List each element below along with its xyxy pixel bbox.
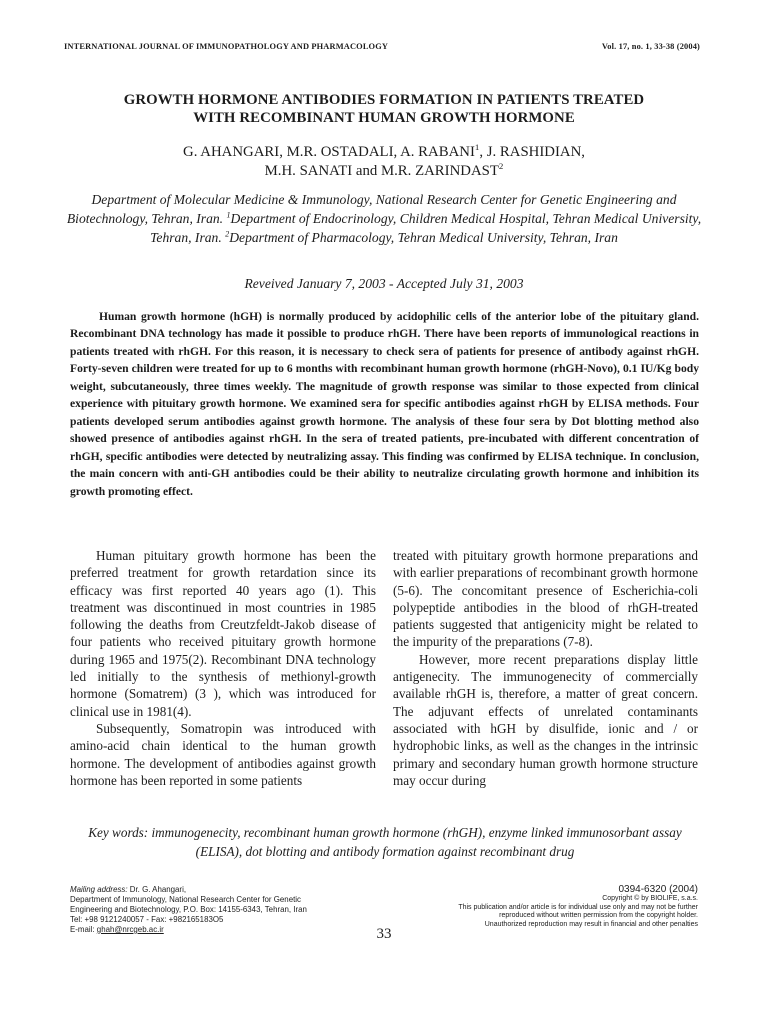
copyright-notice <box>388 884 698 929</box>
mailing-line <box>70 884 328 894</box>
issn: 0394-6320 (2004) <box>618 884 698 895</box>
body-paragraph: treated with pituitary growth hormone preparations and with earlier preparations of recombinant growth hormone (5-6). The concomitant presence of Escherichia-coli polypeptide antibodies in the blood of rhGH-treated patients suggested that antigenicity might be related to the impurity of the preparations (7-8). <box>393 548 698 650</box>
body-column-right <box>393 547 698 789</box>
body-paragraph: Human pituitary growth hormone has been the preferred treatment for growth retardation since its efficacy was first reported 40 years ago (1). This treatment was discontinued in most countries in 1985 following the deaths from Creutzfeldt-Jakob disease of four patients who received pituitary growth hormone during 1965 and 1975(2). Recombinant DNA technology led initially to the synthesis of methionyl-growth hormone (Somatrem) (3 ), which was introduced for clinical use in 1981(4). <box>70 548 376 719</box>
mailing-line: Tel: +98 9121240057 - Fax: +982165183O5 <box>70 914 224 924</box>
affiliation-text: Department of Molecular Medicine & Immunology, National Research Center for Genetic Engineering and Biotechnology, Tehran, Iran. <box>66 192 677 226</box>
mailing-line: Engineering and Biotechnology, P.O. Box: 14155-6343, Tehran, Iran <box>70 904 307 914</box>
keywords: Key words: immunogenecity, recombinant human growth hormone (rhGH), enzyme linked immunosorbant assay (ELISA), dot blotting and antibody formation against recombinant drug <box>88 825 682 859</box>
author-list <box>60 143 708 180</box>
affiliation-marker: 2 <box>498 160 504 171</box>
title-line-1: GROWTH HORMONE ANTIBODIES FORMATION IN PATIENTS TREATED <box>123 92 645 108</box>
affiliation-marker: 1 <box>474 142 480 153</box>
affiliation-marker: 2 <box>225 229 230 239</box>
mailing-line <box>70 924 328 934</box>
authors-line-1 <box>60 143 708 162</box>
abstract: Human growth hormone (hGH) is normally produced by acidophilic cells of the anterior lobe of the pituitary gland. Recombinant DNA technology has made it possible to produce rhGH. There have been reports of immunological reactions in patients treated with rhGH. For this reason, it is necessary to check sera of patients for presence of antibody against rhGH. Forty-seven children were treated for up to 6 months with recombinant human growth hormone (rhGH-Novo), 0.1 IU/Kg body weight, subcutaneously, three times weekly. The magnitude of growth response was similar to those expected from clinical experience with pituitary growth hormone. We examined sera for specific antibodies against rhGH by ELISA methods. Four patients developed serum antibodies against growth hormone. The analysis of these four sera by Dot blotting method also showed presence of antibodies against rhGH. In the sera of treated patients, pre-incubated with different concentration of rhGH, specific antibodies were detected by neutralizing assay. This finding was confirmed by ELISA technique. In conclusion, the main concern with anti-GH antibodies could be their ability to neutralize circulating growth hormone and inhibition its growth promoting effect. <box>70 310 699 498</box>
body-column-left <box>70 547 376 789</box>
authors-text: M.H. SANATI and M.R. ZARINDAST <box>264 162 499 179</box>
affiliations <box>60 190 708 247</box>
affiliation-text: Department of Pharmacology, Tehran Medical University, Tehran, Iran <box>229 230 618 245</box>
article-title <box>60 92 708 127</box>
title-line-2: WITH RECOMBINANT HUMAN GROWTH HORMONE <box>193 109 575 126</box>
authors-text: , J. RASHIDIAN, <box>479 144 585 160</box>
page-number: 33 <box>376 926 392 942</box>
mailing-label: Mailing address: <box>70 884 128 894</box>
affiliation-text: Department of Endocrinology, Children Medical Hospital, Tehran Medical University, Tehran, Iran. <box>150 211 702 245</box>
copyright-line: reproduced without written permission from the copyright holder. <box>499 912 698 920</box>
copyright-line: This publication and/or article is for individual use only and may not be further <box>458 903 698 911</box>
email-label: E-mail: <box>70 924 97 934</box>
received-dates: Reveived January 7, 2003 - Accepted July 31, 2003 <box>244 276 524 291</box>
mailing-line: Department of Immunology, National Research Center for Genetic <box>70 894 302 904</box>
body-paragraph: However, more recent preparations display little antigenecity. The immunogenecity of commercially available rhGH is, therefore, a matter of great concern. The adjuvant effects of unrelated contaminants associated with hGH by disulfide, ionic and / or hydrophobic links, as well as the changes in the intrinsic primary and secondary human growth hormone structure may occur during <box>393 651 698 788</box>
mailing-address <box>70 884 328 934</box>
copyright-line: Unauthorized reproduction may result in financial and other penalties <box>484 920 698 928</box>
body-paragraph: Subsequently, Somatropin was introduced with amino-acid chain identical to the human growth hormone. The development of antibodies against growth hormone has been reported in some patients <box>70 720 376 788</box>
mailing-name: Dr. G. Ahangari, <box>127 884 187 894</box>
affiliation-marker: 1 <box>226 210 231 220</box>
volume-info: Vol. 17, no. 1, 33-38 (2004) <box>601 42 700 51</box>
authors-line-2 <box>60 162 708 181</box>
journal-name: INTERNATIONAL JOURNAL OF IMMUNOPATHOLOGY AND PHARMACOLOGY <box>64 42 389 51</box>
copyright-line: Copyright © by BIOLIFE, s.a.s. <box>602 895 698 902</box>
authors-text: G. AHANGARI, M.R. OSTADALI, A. RABANI <box>183 144 475 160</box>
email-link[interactable]: ghah@nrcgeb.ac.ir <box>96 924 164 934</box>
